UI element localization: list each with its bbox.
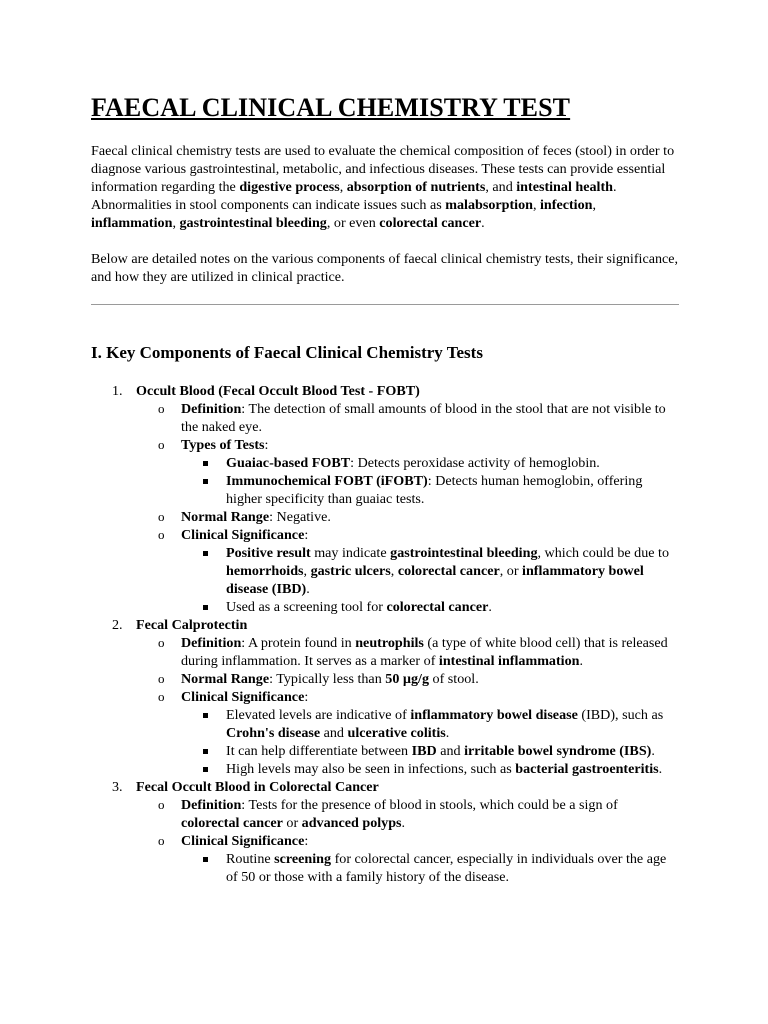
text: : <box>304 689 309 705</box>
text: may indicate <box>310 545 391 561</box>
sub-sub-list <box>181 706 679 778</box>
bold-text: bacterial gastroenteritis <box>515 761 659 777</box>
section-heading: I. Key Components of Faecal Clinical Chemistry Tests <box>91 343 483 362</box>
circle-bullet-icon: o <box>158 401 165 416</box>
list-item <box>181 544 679 598</box>
bold-text: inflammatory bowel disease <box>410 707 578 723</box>
square-bullet-icon <box>203 605 208 610</box>
bold-text: inflammatory bowel disease (IBD) <box>226 563 644 597</box>
text: : <box>304 527 309 543</box>
bold-label: Definition <box>181 635 242 651</box>
text: . <box>651 743 655 759</box>
bold-text: absorption of nutrients <box>346 179 486 195</box>
bold-text: colorectal cancer <box>386 599 489 615</box>
list-number: 1. <box>112 383 123 399</box>
sub-item-definition <box>136 796 679 832</box>
text: . <box>401 815 406 831</box>
text: , <box>390 563 398 579</box>
notes-paragraph: Below are detailed notes on the various components of faecal clinical chemistry tests, their significance, and how they are utilized in clinical practice. <box>91 251 679 285</box>
bold-text: advanced polyps <box>301 815 402 831</box>
circle-bullet-icon: o <box>158 527 165 542</box>
text: Routine <box>226 851 275 867</box>
sub-list <box>136 400 679 616</box>
text: (a type of white blood cell) that is released during inflammation. It serves as a marker of <box>181 635 668 669</box>
circle-bullet-icon: o <box>158 797 165 812</box>
bold-label: Types of Tests <box>181 437 265 453</box>
bold-label: Definition <box>181 797 242 813</box>
item-title: Fecal Occult Blood in Colorectal Cancer <box>136 779 379 795</box>
bold-text: intestinal inflammation <box>438 653 580 669</box>
bold-text: colorectal cancer <box>397 563 500 579</box>
bold-text: IBD <box>411 743 437 759</box>
text: , and <box>485 179 517 195</box>
bold-text: Positive result <box>226 545 311 561</box>
text: . <box>445 725 450 741</box>
bold-text: gastrointestinal bleeding <box>179 215 327 231</box>
sub-sub-list <box>181 544 679 616</box>
text: High levels may also be seen in infections, such as <box>226 761 516 777</box>
bold-text: Guaiac-based FOBT <box>226 455 351 471</box>
sub-list <box>136 796 679 886</box>
document-title: FAECAL CLINICAL CHEMISTRY TEST <box>91 93 571 122</box>
sub-item-types <box>136 436 679 508</box>
bold-label: Clinical Significance <box>181 833 305 849</box>
list-item <box>181 454 679 472</box>
sub-sub-list <box>181 850 679 886</box>
bold-label: Definition <box>181 401 242 417</box>
text: , <box>532 197 541 213</box>
sub-item-definition <box>136 634 679 670</box>
square-bullet-icon <box>203 551 208 556</box>
bold-text: gastric ulcers <box>310 563 391 579</box>
bold-text: gastrointestinal bleeding <box>390 545 538 561</box>
text: , <box>172 215 180 231</box>
item-title: Fecal Calprotectin <box>136 617 248 633</box>
text: , <box>303 563 311 579</box>
text: , <box>592 197 596 213</box>
bold-text: irritable bowel syndrome (IBS) <box>464 743 652 759</box>
text: . <box>306 581 310 597</box>
square-bullet-icon <box>203 713 208 718</box>
circle-bullet-icon: o <box>158 689 165 704</box>
list-item <box>181 598 679 616</box>
text: , <box>339 179 347 195</box>
square-bullet-icon <box>203 479 208 484</box>
square-bullet-icon <box>203 857 208 862</box>
text: or <box>282 815 302 831</box>
list-item <box>181 742 679 760</box>
bold-label: Clinical Significance <box>181 689 305 705</box>
bold-text: Crohn's disease <box>226 725 321 741</box>
text: for colorectal cancer, especially in individuals over the age of 50 or those with a family history of the disease. <box>226 851 667 885</box>
bold-text: intestinal health <box>516 179 613 195</box>
text: : Detects human hemoglobin, offering higher specificity than guaiac tests. <box>226 473 643 507</box>
text: , which could be due to <box>537 545 670 561</box>
bold-label: Normal Range <box>181 509 270 525</box>
bold-text: neutrophils <box>355 635 424 651</box>
square-bullet-icon <box>203 767 208 772</box>
square-bullet-icon <box>203 749 208 754</box>
text: . Abnormalities in stool components can indicate issues such as <box>91 179 617 213</box>
list-number: 2. <box>112 617 123 633</box>
text: . <box>579 653 584 669</box>
text: and <box>436 743 465 759</box>
text: Used as a screening tool for <box>226 599 387 615</box>
intro-paragraph <box>91 142 679 232</box>
sub-item-normal-range <box>136 508 679 526</box>
bold-text: infection <box>540 197 593 213</box>
bold-text: colorectal cancer <box>181 815 283 831</box>
horizontal-divider <box>91 304 679 305</box>
list-item-colorectal-cancer <box>91 778 679 886</box>
text: : Tests for the presence of blood in stools, which could be a sign of <box>241 797 618 813</box>
sub-item-definition <box>136 400 679 436</box>
circle-bullet-icon: o <box>158 833 165 848</box>
document-body <box>91 92 679 886</box>
circle-bullet-icon: o <box>158 635 165 650</box>
text: : <box>264 437 269 453</box>
bold-text: 50 µg/g <box>385 671 430 687</box>
text: . <box>481 215 485 231</box>
square-bullet-icon <box>203 461 208 466</box>
list-item-fecal-calprotectin <box>91 616 679 778</box>
bold-text: ulcerative colitis <box>347 725 446 741</box>
text: Elevated levels are indicative of <box>226 707 411 723</box>
bold-text: malabsorption <box>445 197 533 213</box>
sub-list <box>136 634 679 778</box>
bold-text: digestive process <box>239 179 340 195</box>
text: : Negative. <box>269 509 331 525</box>
list-item <box>181 850 679 886</box>
list-item <box>181 472 679 508</box>
circle-bullet-icon: o <box>158 671 165 686</box>
sub-item-clinical-significance <box>136 832 679 886</box>
item-title: Occult Blood (Fecal Occult Blood Test - FOBT) <box>136 383 420 399</box>
text: (IBD), such as <box>577 707 664 723</box>
circle-bullet-icon: o <box>158 509 165 524</box>
text: . <box>658 761 663 777</box>
text: of stool. <box>429 671 479 687</box>
text: : Typically less than <box>269 671 386 687</box>
text: : Detects peroxidase activity of hemoglobin. <box>350 455 600 471</box>
sub-item-normal-range <box>136 670 679 688</box>
list-item <box>181 760 679 778</box>
bold-label: Normal Range <box>181 671 270 687</box>
text: . <box>488 599 492 615</box>
text: It can help differentiate between <box>226 743 412 759</box>
bold-text: screening <box>274 851 332 867</box>
text: Faecal clinical chemistry tests are used to evaluate the chemical composition of feces (stool) in order to diagnose various gastrointestinal, metabolic, and infectious diseases. These tests can provide essential information regarding the <box>91 143 675 195</box>
text: : A protein found in <box>241 635 356 651</box>
text: : The detection of small amounts of blood in the stool that are not visible to the naked eye. <box>181 401 666 435</box>
bold-label: Clinical Significance <box>181 527 305 543</box>
text: : <box>304 833 309 849</box>
text: , or <box>499 563 523 579</box>
bold-text: Immunochemical FOBT (iFOBT) <box>226 473 428 489</box>
bold-text: inflammation <box>91 215 173 231</box>
bold-text: hemorrhoids <box>226 563 304 579</box>
list-number: 3. <box>112 779 123 795</box>
bold-text: colorectal cancer <box>379 215 482 231</box>
circle-bullet-icon: o <box>158 437 165 452</box>
list-item-occult-blood <box>91 382 679 616</box>
text: , or even <box>326 215 380 231</box>
sub-item-clinical-significance <box>136 688 679 778</box>
sub-sub-list <box>181 454 679 508</box>
components-list <box>91 382 679 886</box>
text: and <box>320 725 348 741</box>
list-item <box>181 706 679 742</box>
sub-item-clinical-significance <box>136 526 679 616</box>
